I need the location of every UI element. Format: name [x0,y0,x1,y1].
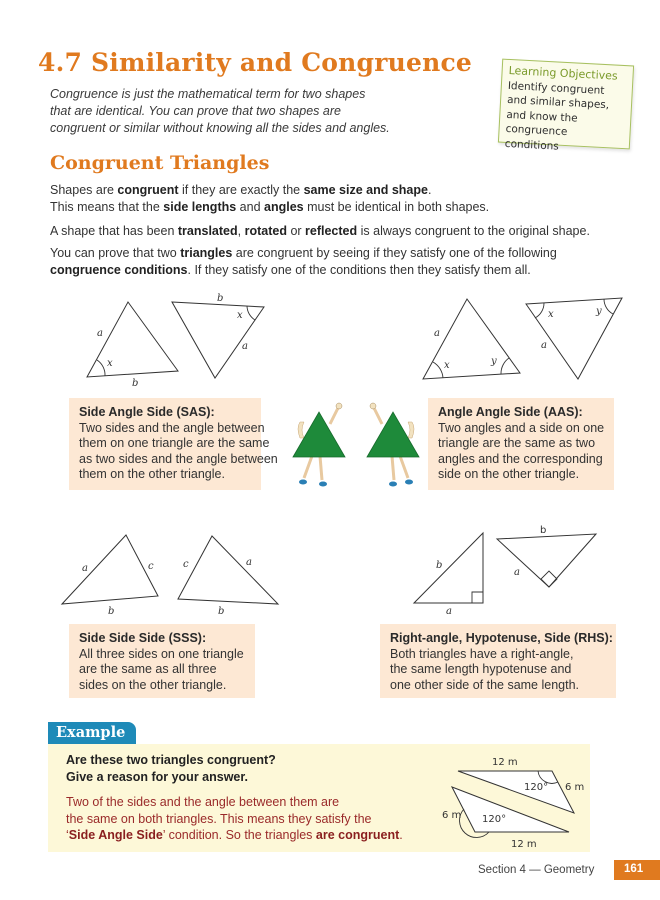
paragraph-congruent-definition: Shapes are congruent if they are exactly the same size and shape. This means that the side lengths and angles must be identical in both shapes. [50,183,490,214]
svg-text:b: b [540,525,547,536]
svg-text:a: a [446,606,452,615]
sas-condition-card: Side Angle Side (SAS): Two sides and the angle between them on one triangle are the same as two sides and the angle between them on the other triangle. [69,398,261,490]
svg-text:a: a [82,563,88,574]
mascot-right [367,403,419,487]
svg-text:a: a [514,567,520,578]
objective-line: congruence conditions [504,122,568,153]
svg-text:12 m: 12 m [511,839,537,850]
svg-text:x: x [237,310,243,321]
svg-text:x: x [548,309,554,320]
svg-text:6 m: 6 m [565,782,585,793]
svg-text:c: c [148,561,154,572]
sss-diagram [60,515,300,615]
section-heading: Congruent Triangles [50,152,270,174]
svg-text:a: a [541,340,547,351]
svg-text:b: b [108,606,115,615]
objective-line: and know the [506,108,579,125]
rhs-diagram [400,515,620,615]
svg-text:a: a [97,328,103,339]
svg-text:b: b [132,378,139,389]
example-question: Are these two triangles congruent? Give a reason for your answer. [66,753,276,784]
triangle-mascots-illustration [288,398,424,490]
intro-text [50,86,480,137]
objective-line: Identify congruent [507,79,605,97]
intro-line: congruent or similar without knowing all the sides and angles. [50,121,390,135]
svg-text:c: c [183,559,189,570]
svg-text:12 m: 12 m [492,757,518,768]
sss-condition-card: Side Side Side (SSS): All three sides on one triangle are the same as all three sides on the other triangle. [69,624,255,698]
learning-objectives-title: Learning Objectives [508,63,619,83]
svg-text:y: y [491,356,497,367]
condition-title: Side Side Side (SSS): [79,631,207,645]
footer-section-label: Section 4 — Geometry [478,864,595,876]
example-diagram [420,745,600,850]
svg-text:b: b [217,293,224,304]
svg-text:a: a [242,341,248,352]
example-tab: Example [48,722,136,744]
svg-text:a: a [246,557,252,568]
svg-text:120°: 120° [524,782,549,793]
svg-text:x: x [444,360,450,371]
sas-diagram [60,290,300,390]
aas-diagram [400,290,640,390]
mascot-left [293,403,345,487]
aas-condition-card: Angle Angle Side (AAS): Two angles and a side on one triangle are the same as two angles and the corresponding side on the other triangle. [428,398,614,490]
objective-line: and similar shapes, [506,93,610,112]
svg-text:6 m: 6 m [442,810,462,821]
page-title: 4.7 Similarity and Congruence [38,48,472,77]
page-number: 161 [614,860,660,880]
paragraph-transformations: A shape that has been translated, rotated or reflected is always congruent to the original shape. [50,224,590,238]
svg-text:y: y [596,306,602,317]
rhs-condition-card: Right-angle, Hypotenuse, Side (RHS): Both triangles have a right-angle, the same length hypotenuse and one other side of the same length. [380,624,616,698]
svg-text:b: b [218,606,225,615]
svg-text:a: a [434,328,440,339]
condition-title: Angle Angle Side (AAS): [438,405,583,419]
intro-line: that are identical. You can prove that two shapes are [50,104,341,118]
paragraph-conditions-intro: You can prove that two triangles are congruent by seeing if they satisfy one of the following congruence conditions. If they satisfy one of the conditions then they satisfy them all. [50,246,557,277]
condition-title: Side Angle Side (SAS): [79,405,215,419]
intro-line: Congruence is just the mathematical term for two shapes [50,87,366,101]
svg-text:x: x [107,358,113,369]
learning-objectives-box [498,59,634,153]
condition-title: Right-angle, Hypotenuse, Side (RHS): [390,631,613,645]
svg-text:120°: 120° [482,814,507,825]
example-answer: Two of the sides and the angle between them are the same on both triangles. This means they satisfy the ‘Side Angle Side’ condition. So the triangles are congruent. [66,795,403,842]
svg-text:b: b [436,560,443,571]
